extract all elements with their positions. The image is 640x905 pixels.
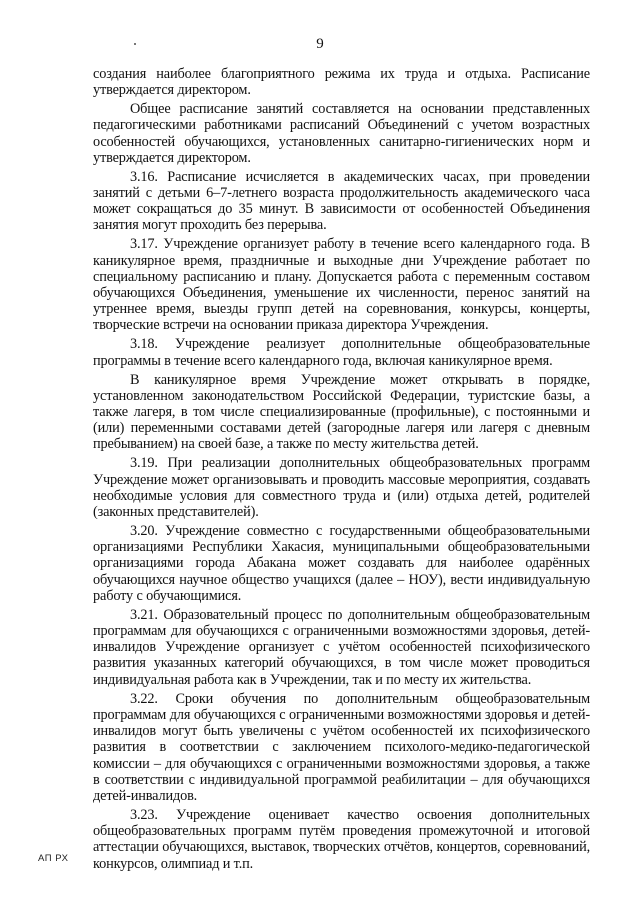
paragraph-3-17: 3.17. Учреждение организует работу в течение всего календарного года. В каникулярное время, праздничные и выходные дни Учреждение работает по специальному расписанию и плану. Допускается работа с переменным составом обучающихся Объединения, уменьшение их численности, перенос занятий на утреннее время, выезды групп детей на соревнования, конкурсы, концерты, творческие встречи на основании приказа директора Учреждения. (93, 236, 590, 334)
footer-code: АП РХ (38, 853, 69, 864)
page-number: 9 (316, 36, 324, 52)
paragraph-3-19: 3.19. При реализации дополнительных общеобразовательных программ Учреждение может организовывать и проводить массовые мероприятия, создавать необходимые условия для совместного труда и (или) отдыха детей, родителей (законных представителей). (93, 455, 590, 521)
paragraph-3-16: 3.16. Расписание исчисляется в академических часах, при проведении занятий с детьми 6–7-летнего возраста продолжительность академического часа может сокращаться до 35 минут. В зависимости от особенностей Объединения занятия могут проходить без перерыва. (93, 168, 590, 234)
paragraph-3-18: 3.18. Учреждение реализует дополнительные общеобразовательные программы в течение всего календарного года, включая каникулярное время. (93, 336, 590, 369)
paragraph-holiday-camps: В каникулярное время Учреждение может открывать в порядке, установленном законодательством Российской Федерации, туристские базы, а также лагеря, в том числе специализированные (профильные), с постоянными и (или) переменными составами детей (загородные лагеря или лагеря с дневным пребыванием) на своей базе, а также по месту жительства детей. (93, 371, 590, 453)
paragraph-3-21: 3.21. Образовательный процесс по дополнительным общеобразовательным программам для обучающихся с ограниченными возможностями здоровья, детей-инвалидов Учреждение организует с учётом особенностей психофизического развития указанных категорий обучающихся, в том числе может проводиться индивидуальная работа как в Учреждении, так и по месту их жительства. (93, 606, 590, 688)
document-body (93, 66, 590, 875)
paragraph-continuation: создания наиболее благоприятного режима их труда и отдыха. Расписание утверждается директором. (93, 66, 590, 99)
paragraph-3-20: 3.20. Учреждение совместно с государственными общеобразовательными организациями Республики Хакасия, муниципальными общеобразовательными организациями города Абакана может создавать для наиболее одарённых обучающихся научное общество учащихся (далее – НОУ), вести индивидуальную работу с обучающимися. (93, 523, 590, 604)
paragraph-3-22: 3.22. Сроки обучения по дополнительным общеобразовательным программам для обучающихся с ограниченными возможностями здоровья и детей-инвалидов могут быть увеличены с учётом особенностей их психофизического развития в соответствии с заключением психолого-медико-педагогической комиссии – для обучающихся с ограниченными возможностями здоровья, а также в соответствии с индивидуальной программой реабилитации – для обучающихся детей-инвалидов. (93, 690, 590, 804)
scan-mark (134, 43, 136, 45)
paragraph-schedule-general: Общее расписание занятий составляется на основании представленных педагогическими работниками расписаний Объединений с учетом возрастных особенностей обучающихся, установленных санитарно-гигиенических норм и утверждается директором. (93, 101, 590, 166)
paragraph-3-23: 3.23. Учреждение оценивает качество освоения дополнительных общеобразовательных программ путём проведения промежуточной и итоговой аттестации обучающихся, выставок, творческих отчётов, концертов, соревнований, конкурсов, олимпиад и т.п. (93, 806, 590, 872)
